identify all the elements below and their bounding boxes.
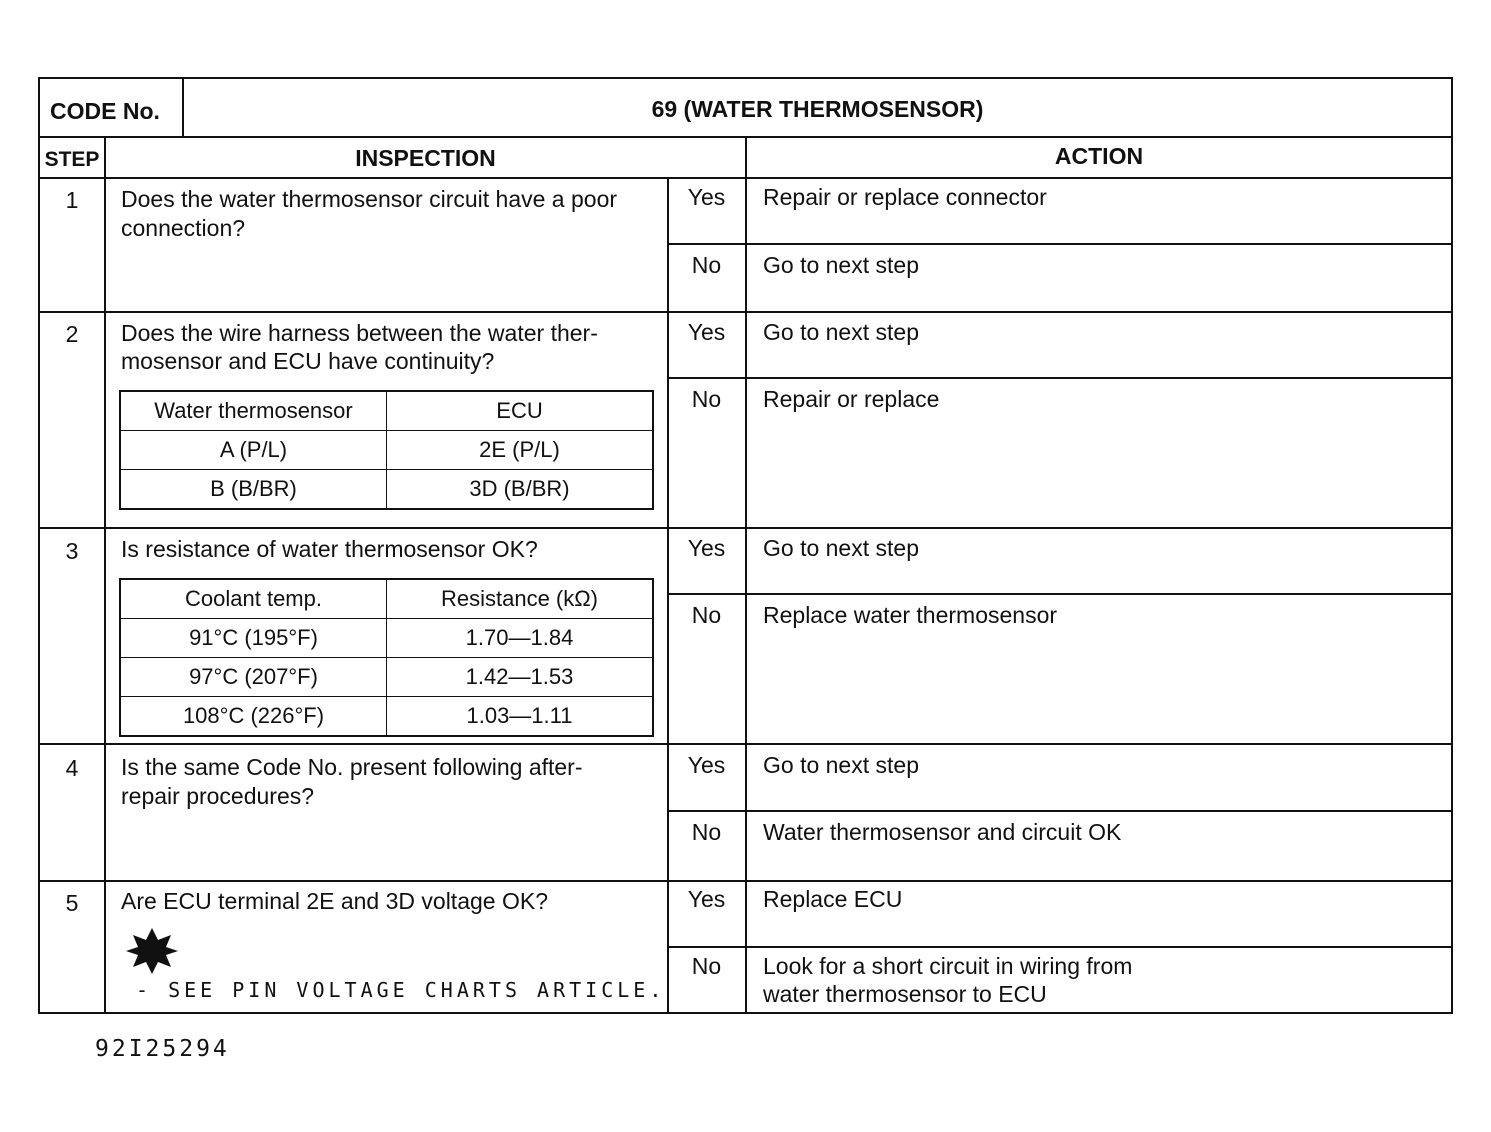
table-header: Water thermosensor: [120, 391, 387, 431]
figure-id: 92I25294: [95, 1036, 230, 1062]
no-label: No: [691, 953, 722, 979]
continuity-table: [119, 390, 654, 510]
inspection-question-line: Is the same Code No. present following after-: [121, 754, 583, 780]
inspection-question: Are ECU terminal 2E and 3D voltage OK?: [121, 888, 548, 914]
no-action-line: water thermosensor to ECU: [763, 981, 1047, 1007]
step-number: 2: [65, 321, 79, 347]
step-number: 1: [65, 187, 79, 213]
inspection-question-line: repair procedures?: [121, 783, 315, 809]
no-action-line: Look for a short circuit in wiring from: [763, 953, 1133, 979]
inspection-column-header: INSPECTION: [355, 145, 496, 171]
no-action: Repair or replace: [763, 386, 940, 412]
no-action: Replace water thermosensor: [763, 602, 1058, 628]
table-header: Resistance (kΩ): [387, 579, 654, 619]
inspection-question: Does the water thermosensor circuit have a poor connection?: [121, 186, 618, 241]
no-label: No: [691, 602, 722, 628]
table-cell: A (P/L): [120, 431, 387, 470]
step-number: 5: [65, 890, 79, 916]
yes-action: Go to next step: [763, 319, 919, 345]
yes-label: Yes: [687, 886, 726, 912]
table-cell: 91°C (195°F): [120, 619, 387, 658]
no-action: Water thermosensor and circuit OK: [763, 819, 1122, 845]
table-cell: B (B/BR): [120, 470, 387, 510]
diagnostic-table: [38, 77, 1453, 1014]
pin-voltage-note: - SEE PIN VOLTAGE CHARTS ARTICLE.: [136, 978, 666, 1002]
table-cell: 108°C (226°F): [120, 697, 387, 737]
no-label: No: [691, 819, 722, 845]
yes-action: Go to next step: [763, 535, 919, 561]
yes-action: Replace ECU: [763, 886, 903, 912]
yes-label: Yes: [687, 752, 726, 778]
no-label: No: [691, 386, 722, 412]
no-label: No: [691, 252, 722, 278]
inspection-question-line: Does the wire harness between the water ther-: [121, 320, 598, 346]
code-title: 69 (WATER THERMOSENSOR): [651, 96, 984, 122]
step-number: 4: [65, 755, 79, 781]
table-cell: 1.42—1.53: [387, 658, 654, 697]
step-column-header: STEP: [44, 148, 100, 171]
table-header: ECU: [387, 391, 654, 431]
yes-label: Yes: [687, 184, 726, 210]
inspection-question-line: mosensor and ECU have continuity?: [121, 348, 495, 374]
step-number: 3: [65, 538, 79, 564]
inspection-question: Is resistance of water thermosensor OK?: [121, 536, 538, 562]
action-column-header: ACTION: [1054, 143, 1144, 169]
table-cell: 2E (P/L): [387, 431, 654, 470]
table-cell: 1.03—1.11: [387, 697, 654, 737]
no-action: Go to next step: [763, 252, 919, 278]
yes-label: Yes: [687, 319, 726, 345]
table-header: Coolant temp.: [120, 579, 387, 619]
yes-action: Go to next step: [763, 752, 919, 778]
table-cell: 1.70—1.84: [387, 619, 654, 658]
yes-label: Yes: [687, 535, 726, 561]
table-cell: 3D (B/BR): [387, 470, 654, 510]
star-icon: [124, 926, 180, 976]
table-cell: 97°C (207°F): [120, 658, 387, 697]
resistance-table: [119, 578, 654, 737]
code-label: CODE No.: [50, 98, 160, 124]
yes-action: Repair or replace connector: [763, 184, 1047, 210]
